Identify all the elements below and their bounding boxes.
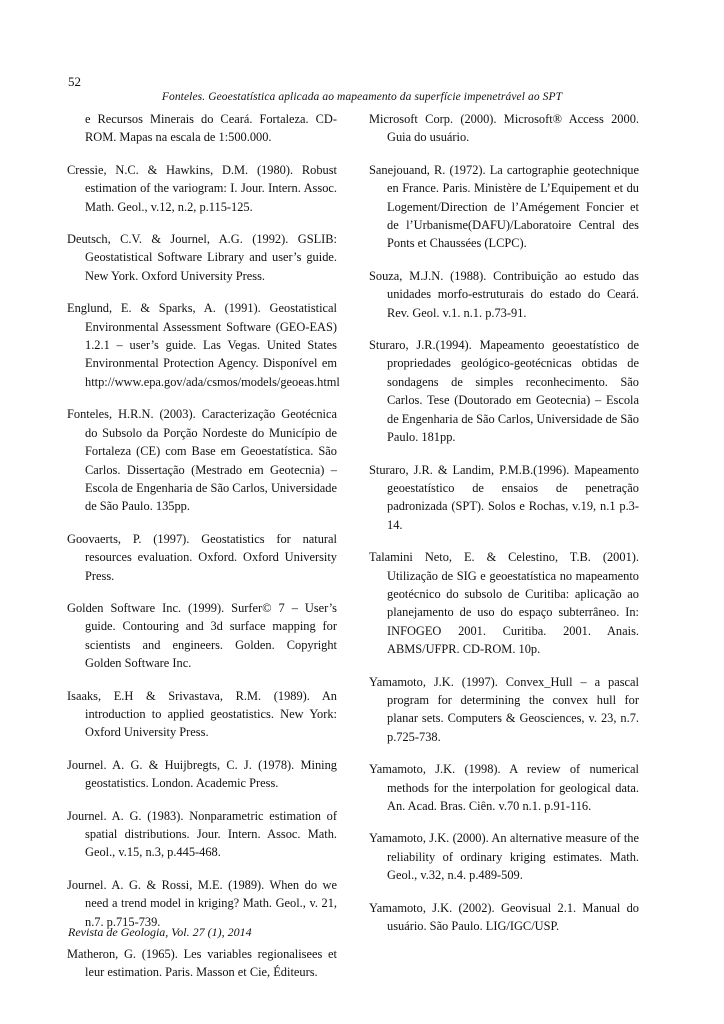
reference-entry: Journel. A. G. (1983). Nonparametric estimation of spatial distributions. Jour. Intern. Assoc. Math. Geol., v.15, n.3, p.445-468. [67,808,337,860]
reference-entry: Yamamoto, J.K. (1997). Convex_Hull – a pascal program for determining the convex hull for planar sets. Computers & Geosciences, v. 23, n.7. p.725-738. [369,674,639,744]
references-right-column [369,110,639,949]
reference-entry: Journel. A. G. & Rossi, M.E. (1989). When do we need a trend model in kriging? Math. Geol., v. 21, n.7. p.715-739. [67,877,337,929]
reference-entry: Microsoft Corp. (2000). Microsoft® Access 2000. Guia do usuário. [369,112,639,145]
reference-entry: Golden Software Inc. (1999). Surfer© 7 – User’s guide. Contouring and 3d surface mapping for scientists and engineers. Golden. Copyright Golden Software Inc. [67,600,337,671]
reference-entry: Talamini Neto, E. & Celestino, T.B. (2001). Utilização de SIG e geoestatística no mapeamento geotécnico do subsolo de Curitiba: aplicação ao planejamento de uso do espaço subterrâneo. In: INFOGEO 2001. Curitiba. 2001. Anais. ABMS/UFPR. CD-ROM. 10p. [369,550,639,657]
reference-entry: e Recursos Minerais do Ceará. Fortaleza. CD-ROM. Mapas na escala de 1:500.000. [85,112,337,145]
reference-entry: Isaaks, E.H & Srivastava, R.M. (1989). An introduction to applied geostatistics. New York: Oxford University Press. [67,688,337,740]
reference-entry: Journel. A. G. & Huijbregts, C. J. (1978). Mining geostatistics. London. Academic Press. [67,757,337,791]
page-number: 52 [68,74,81,89]
reference-entry: Souza, M.J.N. (1988). Contribuição ao estudo das unidades morfo-estruturais do estado do Ceará. Rev. Geol. v.1. n.1. p.73-91. [369,268,639,320]
reference-entry: Matheron, G. (1965). Les variables regionalisees et leur estimation. Paris. Masson et Cie, Éditeurs. [67,947,337,980]
reference-entry: Goovaerts, P. (1997). Geostatistics for natural resources evaluation. Oxford. Oxford University Press. [67,531,337,583]
reference-entry: Sturaro, J.R. & Landim, P.M.B.(1996). Mapeamento geoestatístico de ensaios de penetração padronizada (SPT). Solos e Rochas, v.19, n.1 p.3-14. [369,462,639,532]
reference-entry: Deutsch, C.V. & Journel, A.G. (1992). GSLIB: Geostatistical Software Library and user’s guide. New York. Oxford University Press. [67,232,337,283]
reference-entry: Yamamoto, J.K. (2002). Geovisual 2.1. Manual do usuário. São Paulo. LIG/IGC/USP. [369,900,639,934]
reference-entry: Yamamoto, J.K. (1998). A review of numerical methods for the interpolation for geological data. An. Acad. Bras. Ciên. v.70 n.1. p.91-116. [369,762,639,813]
references-left-column [67,110,340,996]
reference-entry: Sturaro, J.R.(1994). Mapeamento geoestatístico de propriedades geológico-geotécnicas obtidas de sondagens de simples reconhecimento. São Carlos. Tese (Doutorado em Geotecnia) – Escola de Engenharia de São Carlos, Universidade de São Paulo. 181pp. [369,338,639,445]
reference-entry: Cressie, N.C. & Hawkins, D.M. (1980). Robust estimation of the variogram: I. Jour. Intern. Assoc. Math. Geol., v.12, n.2, p.115-125. [67,162,337,214]
reference-entry: Yamamoto, J.K. (2000). An alternative measure of the reliability of ordinary kriging estimates. Math. Geol., v.32, n.4. p.489-509. [369,831,639,883]
reference-entry: Englund, E. & Sparks, A. (1991). Geostatistical Environmental Assessment Software (GEO-EAS) 1.2.1 – user’s guide. Las Vegas. United States Environmental Protection Agency. Disponível em http://www.epa.gov/ada/csmos/models/geoeas.html [67,301,340,389]
reference-entry: Fonteles, H.R.N. (2003). Caracterização Geotécnica do Subsolo da Porção Nordeste do Município de Fortaleza (CE) com Base em Geoestatística. São Carlos. Dissertação (Mestrado em Geotecnia) – Escola de Engenharia de São Carlos, Universidade de São Paulo. 135pp. [67,407,337,514]
running-title: Fonteles. Geoestatística aplicada ao mapeamento da superfície impenetrável ao SPT [161,91,563,103]
reference-entry: Sanejouand, R. (1972). La cartographie geotechnique en France. Paris. Ministère de L’Equipement et du Logement/Direction de l’Amégement Foncier et de l’Urbanisme(DAFU)/Laboratoire Central des Ponts et Chaussées (LCPC). [369,162,639,251]
journal-footer: Revista de Geologia, Vol. 27 (1), 2014 [68,925,252,939]
